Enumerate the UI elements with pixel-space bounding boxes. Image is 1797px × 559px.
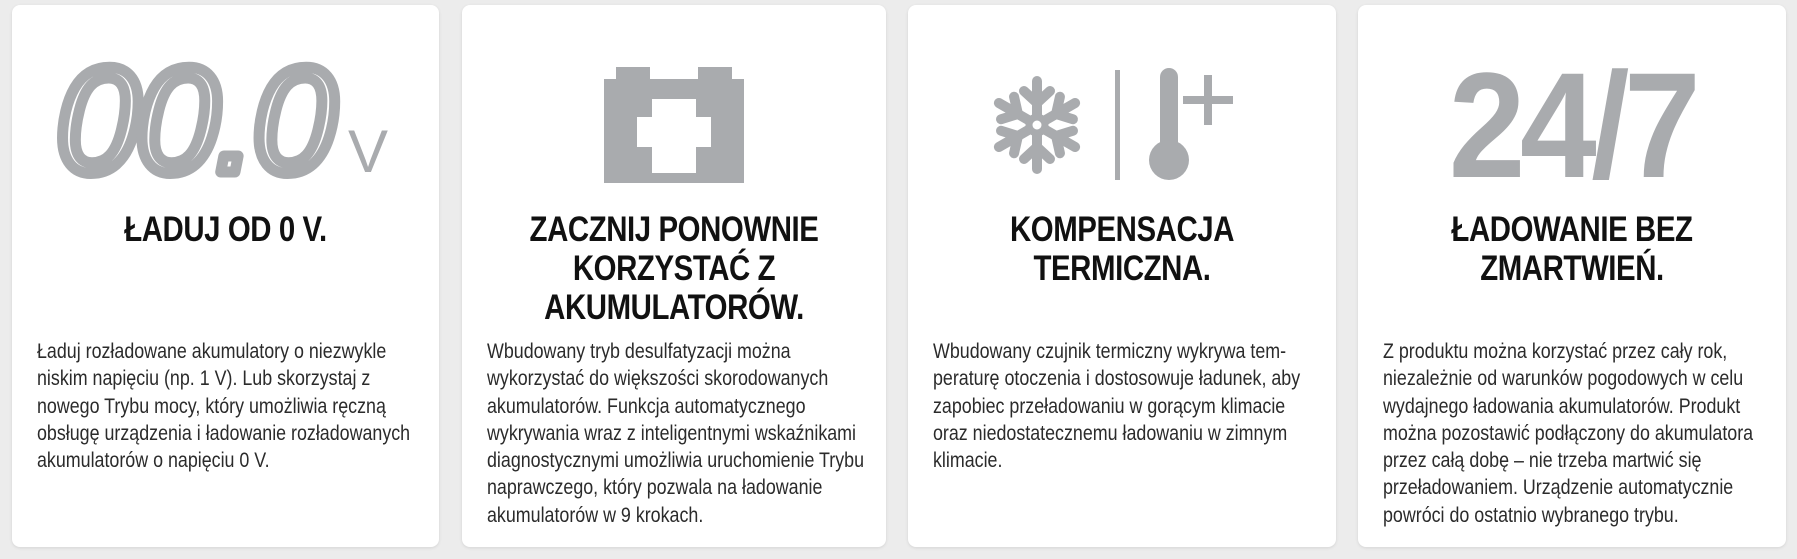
- icon-247-text: 24/7: [1448, 41, 1696, 209]
- icon-unit-text: V: [347, 118, 388, 185]
- icon-digits-text: 00.0: [55, 60, 332, 190]
- feature-card-thermal-compensation: [908, 5, 1336, 547]
- card-description: Ładuj rozładowane akumulatory o niezwykle niskim napięciu (np. 1 V). Lub skorzystaj z nowego Trybu mocy, który umożliwia ręczną obsługę urządzenia i ładowanie rozładowanych akumulatorów o napięciu 0 V.: [37, 340, 411, 473]
- card-description: Wbudowany czujnik termiczny wykrywa tem- peraturę otoczenia i dostosowuje ładunek, aby zapobiec przeładowaniu w gorącym klimacie oraz niedostatecznemu ładowaniu w zimnym klimacie.: [933, 340, 1301, 473]
- battery-plus-icon: [462, 55, 886, 195]
- feature-card-worry-free-charging: [1358, 5, 1786, 547]
- 24-7-icon: [1358, 41, 1786, 209]
- card-description: Wbudowany tryb desulfatyzacji można wykorzystać do większości skorodowanych akumulatorów. Funkcja automatycznego wykrywania wraz z inteligentnymi wskaźnikami diagnostycznymi umożliwia uruchomienie Trybu naprawczego, który pozwala na ładowanie akumulatorów w 9 krokach.: [487, 340, 865, 527]
- divider: [1115, 70, 1120, 180]
- card-title: KOMPENSACJA TERMICZNA.: [1009, 210, 1235, 288]
- card-title: ŁADOWANIE BEZ ZMARTWIEŃ.: [1451, 210, 1693, 288]
- snowflake-icon: [992, 81, 1081, 169]
- snowflake-thermometer-icon: [908, 55, 1336, 195]
- feature-card-charge-from-0v: [12, 5, 439, 547]
- display-digits-icon: [12, 55, 439, 195]
- feature-card-restore-batteries: [462, 5, 886, 547]
- card-title: ŁADUJ OD 0 V.: [124, 210, 327, 249]
- card-description: Z produktu można korzystać przez cały rok, niezależnie od warunków pogodowych w celu wydajnego ładowania akumulatorów. Produkt można pozostawić podłączony do akumulatora przez całą dobę – nie trzeba martwić się przeładowaniem. Urządzenie automatycznie powróci do ostatnio wybranego trybu.: [1383, 340, 1754, 527]
- card-title: ZACZNIJ PONOWNIE KORZYSTAĆ Z AKUMULATORÓW.: [529, 210, 819, 327]
- thermometer-plus-icon: [1149, 68, 1233, 180]
